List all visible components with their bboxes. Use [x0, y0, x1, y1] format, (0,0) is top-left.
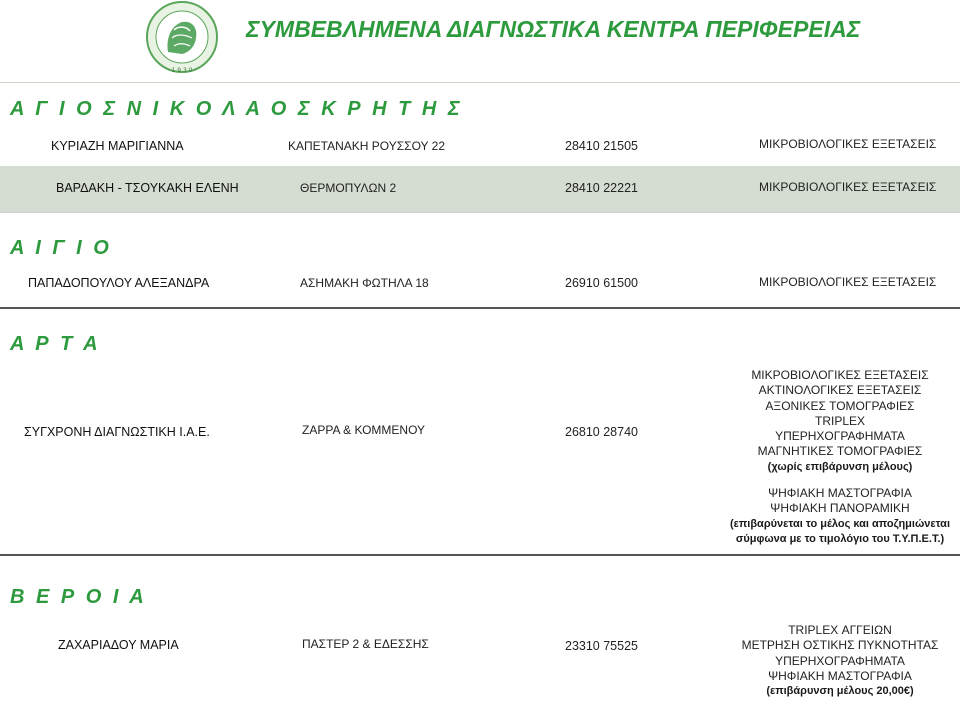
- provider-name: ΚΥΡΙΑΖΗ ΜΑΡΙΓΙΑΝΝΑ: [51, 139, 184, 153]
- provider-service: ΨΗΦΙΑΚΗ ΜΑΣΤΟΓΡΑΦΙΑ: [768, 486, 912, 501]
- provider-service: ΑΞΟΝΙΚΕΣ ΤΟΜΟΓΡΑΦΙΕΣ: [765, 398, 915, 413]
- page-title: ΣΥΜΒΕΒΛΗΜΕΝΑ ΔΙΑΓΝΩΣΤΙΚΑ ΚΕΝΤΡΑ ΠΕΡΙΦΕΡΕΙΑΣ: [246, 16, 861, 42]
- provider-service: TRIPLEX: [814, 413, 865, 428]
- member-charge-note: (επιβάρυνση μέλους 20,00€): [766, 685, 914, 698]
- provider-service: ΜΑΓΝΗΤΙΚΕΣ ΤΟΜΟΓΡΑΦΙΕΣ: [757, 444, 923, 459]
- provider-service: ΜΙΚΡΟΒΙΟΛΟΓΙΚΕΣ ΕΞΕΤΑΣΕΙΣ: [759, 180, 937, 194]
- header-divider: [0, 82, 960, 83]
- provider-service: ΥΠΕΡΗΧΟΓΡΑΦΗΜΑΤΑ: [775, 653, 905, 668]
- provider-services-list: [720, 368, 960, 547]
- provider-service: ΜΕΤΡΗΣΗ ΟΣΤΙΚΗΣ ΠΥΚΝΟΤΗΤΑΣ: [741, 638, 939, 653]
- provider-service: ΥΠΕΡΗΧΟΓΡΑΦΗΜΑΤΑ: [775, 429, 905, 444]
- section-divider: [0, 554, 960, 556]
- organization-seal-logo: [138, 0, 226, 80]
- provider-phone: 28410 22221: [565, 181, 638, 195]
- provider-address: ΖΑΡΡΑ & ΚΟΜΜΕΝΟΥ: [302, 423, 426, 437]
- provider-address: ΑΣΗΜΑΚΗ ΦΩΤΗΛΑ 18: [300, 276, 429, 290]
- provider-address: ΘΕΡΜΟΠΥΛΩΝ 2: [300, 181, 397, 195]
- provider-phone: 23310 75525: [565, 639, 638, 653]
- provider-service: ΑΚΤΙΝΟΛΟΓΙΚΕΣ ΕΞΕΤΑΣΕΙΣ: [758, 383, 922, 398]
- provider-name: ΒΑΡΔΑΚΗ - ΤΣΟΥΚΑΚΗ ΕΛΕΝΗ: [56, 181, 239, 195]
- table-row: [0, 166, 960, 212]
- provider-service: ΜΙΚΡΟΒΙΟΛΟΓΙΚΕΣ ΕΞΕΤΑΣΕΙΣ: [759, 137, 937, 151]
- svg-text:· 1 9 3 0 ·: · 1 9 3 0 ·: [167, 67, 197, 74]
- provider-phone: 28410 21505: [565, 139, 638, 153]
- provider-services-list: [720, 623, 960, 699]
- provider-service: TRIPLEX ΑΓΓΕΙΩΝ: [788, 623, 892, 637]
- provider-service: ΨΗΦΙΑΚΗ ΜΑΣΤΟΓΡΑΦΙΑ: [768, 668, 912, 683]
- section-divider: [0, 307, 960, 309]
- provider-service: ΜΙΚΡΟΒΙΟΛΟΓΙΚΕΣ ΕΞΕΤΑΣΕΙΣ: [759, 275, 937, 289]
- member-charge-note: σύμφωνα με το τιμολόγιο του Τ.Υ.Π.Ε.Τ.): [735, 532, 945, 545]
- row-divider: [0, 212, 960, 213]
- member-charge-note: (χωρίς επιβάρυνση μέλους): [767, 460, 913, 473]
- provider-phone: 26810 28740: [565, 425, 638, 439]
- section-title-agios-nikolaos: Α Γ Ι Ο Σ Ν Ι Κ Ο Λ Α Ο Σ Κ Ρ Η Τ Η Σ: [10, 98, 463, 120]
- provider-service: ΜΙΚΡΟΒΙΟΛΟΓΙΚΕΣ ΕΞΕΤΑΣΕΙΣ: [751, 368, 929, 382]
- table-row: [0, 262, 960, 306]
- provider-name: ΣΥΓΧΡΟΝΗ ΔΙΑΓΝΩΣΤΙΚΗ Ι.Α.Ε.: [24, 425, 210, 439]
- provider-phone: 26910 61500: [565, 276, 638, 290]
- provider-service: ΨΗΦΙΑΚΗ ΠΑΝΟΡΑΜΙΚΗ: [770, 501, 910, 516]
- member-charge-note: (επιβαρύνεται το μέλος και αποζημιώνεται: [729, 517, 950, 530]
- section-title-aigio: Α Ι Γ Ι Ο: [10, 237, 112, 259]
- table-row: [0, 618, 960, 713]
- table-row: [0, 362, 960, 552]
- table-row: [0, 122, 960, 166]
- provider-address: ΠΑΣΤΕΡ 2 & ΕΔΕΣΣΗΣ: [302, 637, 429, 651]
- section-title-arta: Α Ρ Τ Α: [10, 333, 101, 355]
- provider-address: ΚΑΠΕΤΑΝΑΚΗ ΡΟΥΣΣΟΥ 22: [288, 139, 446, 153]
- section-title-veroia: Β Ε Ρ Ο Ι Α: [10, 586, 147, 608]
- provider-name: ΖΑΧΑΡΙΑΔΟΥ ΜΑΡΙΑ: [58, 638, 179, 652]
- provider-name: ΠΑΠΑΔΟΠΟΥΛΟΥ ΑΛΕΞΑΝΔΡΑ: [28, 276, 210, 290]
